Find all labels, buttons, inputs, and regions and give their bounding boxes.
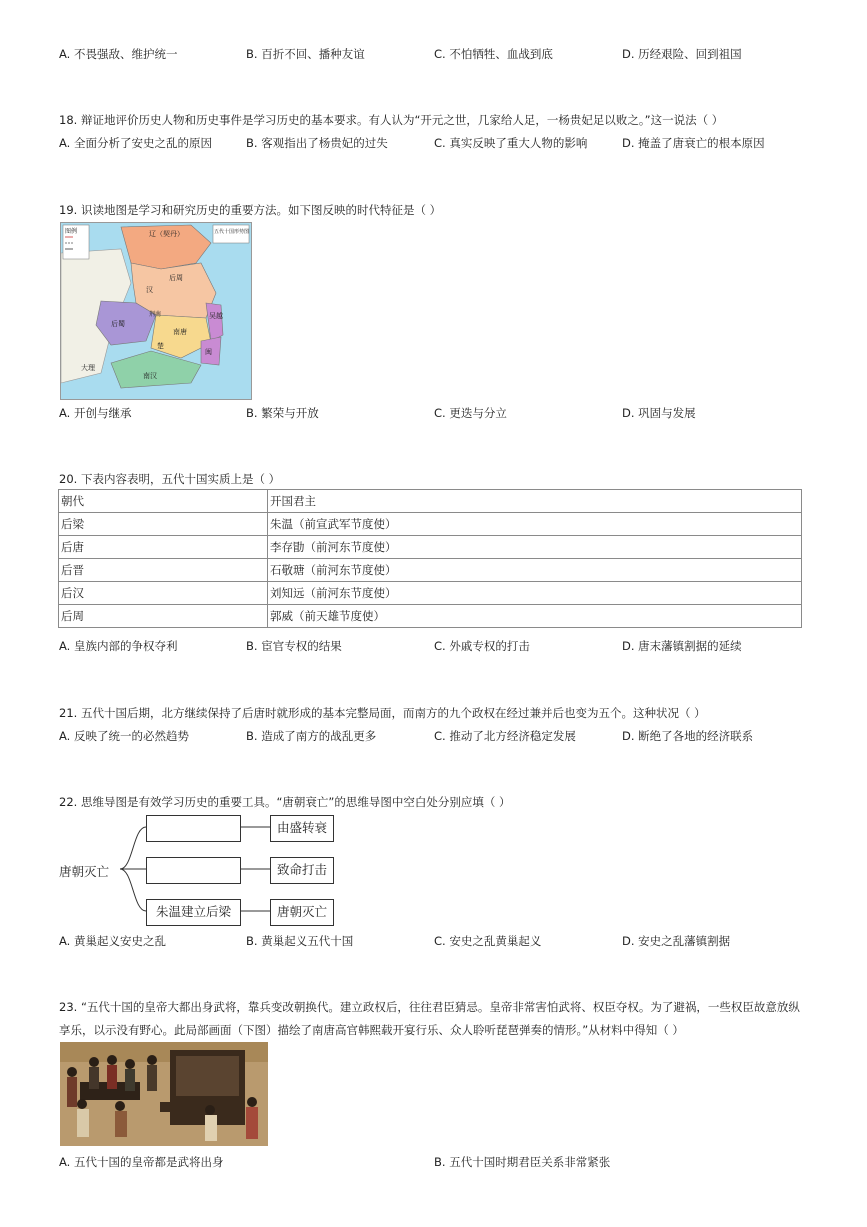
mindmap-box-fatal-blow: 致命打击 [270, 857, 334, 884]
q19-option-c: C. 更迭与分立 [434, 406, 507, 420]
table-header-founder: 开国君主 [268, 490, 802, 513]
five-dynasties-map [60, 222, 252, 400]
q18-option-a: A. 全面分析了安史之乱的原因 [59, 136, 212, 150]
map-label-later-zhou: 后周 [169, 274, 183, 282]
table-cell-dynasty: 后晋 [59, 559, 268, 582]
map-label-jingnan: 荆南 [149, 311, 162, 318]
q18-option-c: C. 真实反映了重大人物的影响 [434, 136, 588, 150]
dynasty-founders-table [58, 489, 802, 628]
mindmap-blank-box-2 [146, 857, 241, 884]
map-label-southern-tang: 南唐 [173, 328, 187, 336]
mindmap-root: 唐朝灭亡 [59, 864, 110, 879]
q22-stem: 22. 思维导图是有效学习历史的重要工具。“唐朝衰亡”的思维导图中空白处分别应填（ ） [59, 795, 511, 809]
table-header-row [59, 490, 802, 513]
q22-option-b: B. 黄巢起义五代十国 [246, 934, 354, 948]
q21-stem: 21. 五代十国后期，北方继续保持了后唐时就形成的基本完整局面，而南方的九个政权在经过兼并后也变为五个。这种状况（ ） [59, 706, 706, 720]
q18-option-b: B. 客观指出了杨贵妃的过失 [246, 136, 388, 150]
map-label-later-shu: 后蜀 [111, 320, 125, 328]
q20-option-d: D. 唐末藩镇割据的延续 [622, 639, 742, 653]
q22-option-c: C. 安史之乱黄巢起义 [434, 934, 542, 948]
table-cell-dynasty: 后汉 [59, 582, 268, 605]
q21-option-c: C. 推动了北方经济稳定发展 [434, 729, 576, 743]
map-label-wuyue: 吴越 [209, 312, 223, 320]
q20-stem: 20. 下表内容表明，五代十国实质上是（ ） [59, 472, 281, 486]
map-label-southern-han: 南汉 [143, 372, 157, 380]
table-row [59, 536, 802, 559]
q19-option-d: D. 巩固与发展 [622, 406, 696, 420]
q19-option-b: B. 繁荣与开放 [246, 406, 319, 420]
map-title-box: 五代十国形势图 [214, 229, 250, 235]
table-row [59, 559, 802, 582]
map-label-min: 闽 [205, 348, 212, 356]
q19-option-a: A. 开创与继承 [59, 406, 132, 420]
q21-option-d: D. 断绝了各地的经济联系 [622, 729, 754, 743]
table-cell-founder: 李存勖（前河东节度使） [268, 536, 802, 559]
q17-option-d: D. 历经艰险、回到祖国 [622, 47, 742, 61]
q19-stem: 19. 识读地图是学习和研究历史的重要方法。如下图反映的时代特征是（ ） [59, 203, 442, 217]
q22-option-d: D. 安史之乱藩镇割据 [622, 934, 731, 948]
q20-option-b: B. 宦官专权的结果 [246, 639, 342, 653]
map-label-chu: 楚 [157, 342, 164, 350]
q23-option-a: A. 五代十国的皇帝都是武将出身 [59, 1155, 224, 1169]
map-label-liao: 辽（契丹） [149, 230, 184, 238]
map-label-dali: 大理 [81, 364, 95, 372]
table-row [59, 582, 802, 605]
q23-stem-line1: 23. “五代十国的皇帝大都出身武将，靠兵变改朝换代。建立政权后，往往君臣猜忌。皇帝非常害怕武将、权臣夺权。为了避祸，一些权臣故意放纵 [59, 1000, 800, 1014]
painting-graphic [60, 1042, 268, 1146]
table-header-dynasty: 朝代 [59, 490, 268, 513]
q23-stem-line2: 享乐，以示没有野心。此局部画面（下图）描绘了南唐高官韩熙载开宴行乐、众人聆听琵琶弹奏的情形。”从材料中得知（ ） [59, 1023, 684, 1037]
table-cell-dynasty: 后梁 [59, 513, 268, 536]
q18-option-d: D. 掩盖了唐衰亡的根本原因 [622, 136, 765, 150]
table-cell-founder: 刘知远（前河东节度使） [268, 582, 802, 605]
map-label-han: 汉 [146, 286, 153, 294]
q20-option-a: A. 皇族内部的争权夺利 [59, 639, 178, 653]
q20-option-c: C. 外戚专权的打击 [434, 639, 530, 653]
q17-option-b: B. 百折不回、播种友谊 [246, 47, 365, 61]
table-cell-dynasty: 后周 [59, 605, 268, 628]
mindmap-blank-box-1 [146, 815, 241, 842]
q23-option-b: B. 五代十国时期君臣关系非常紧张 [434, 1155, 611, 1169]
table-cell-founder: 郭威（前天雄节度使） [268, 605, 802, 628]
q22-option-a: A. 黄巢起义安史之乱 [59, 934, 166, 948]
table-cell-dynasty: 后唐 [59, 536, 268, 559]
mindmap-box-decline: 由盛转衰 [270, 815, 334, 842]
table-row [59, 605, 802, 628]
mindmap-box-tang-fall: 唐朝灭亡 [270, 899, 334, 926]
q21-option-a: A. 反映了统一的必然趋势 [59, 729, 189, 743]
table-cell-founder: 石敬瑭（前河东节度使） [268, 559, 802, 582]
table-cell-founder: 朱温（前宣武军节度使） [268, 513, 802, 536]
mindmap-box-zhuwen: 朱温建立后梁 [146, 899, 241, 926]
q17-option-a: A. 不畏强敌、维护统一 [59, 47, 178, 61]
q18-stem: 18. 辩证地评价历史人物和历史事件是学习历史的基本要求。有人认为“开元之世，几家给人足，一杨贵妃足以败之。”这一说法（ ） [59, 113, 724, 127]
q17-option-c: C. 不怕牺牲、血战到底 [434, 47, 553, 61]
table-row [59, 513, 802, 536]
q21-option-b: B. 造成了南方的战乱更多 [246, 729, 377, 743]
han-xizai-painting [60, 1042, 268, 1146]
map-legend-title: 图例 [65, 228, 78, 235]
